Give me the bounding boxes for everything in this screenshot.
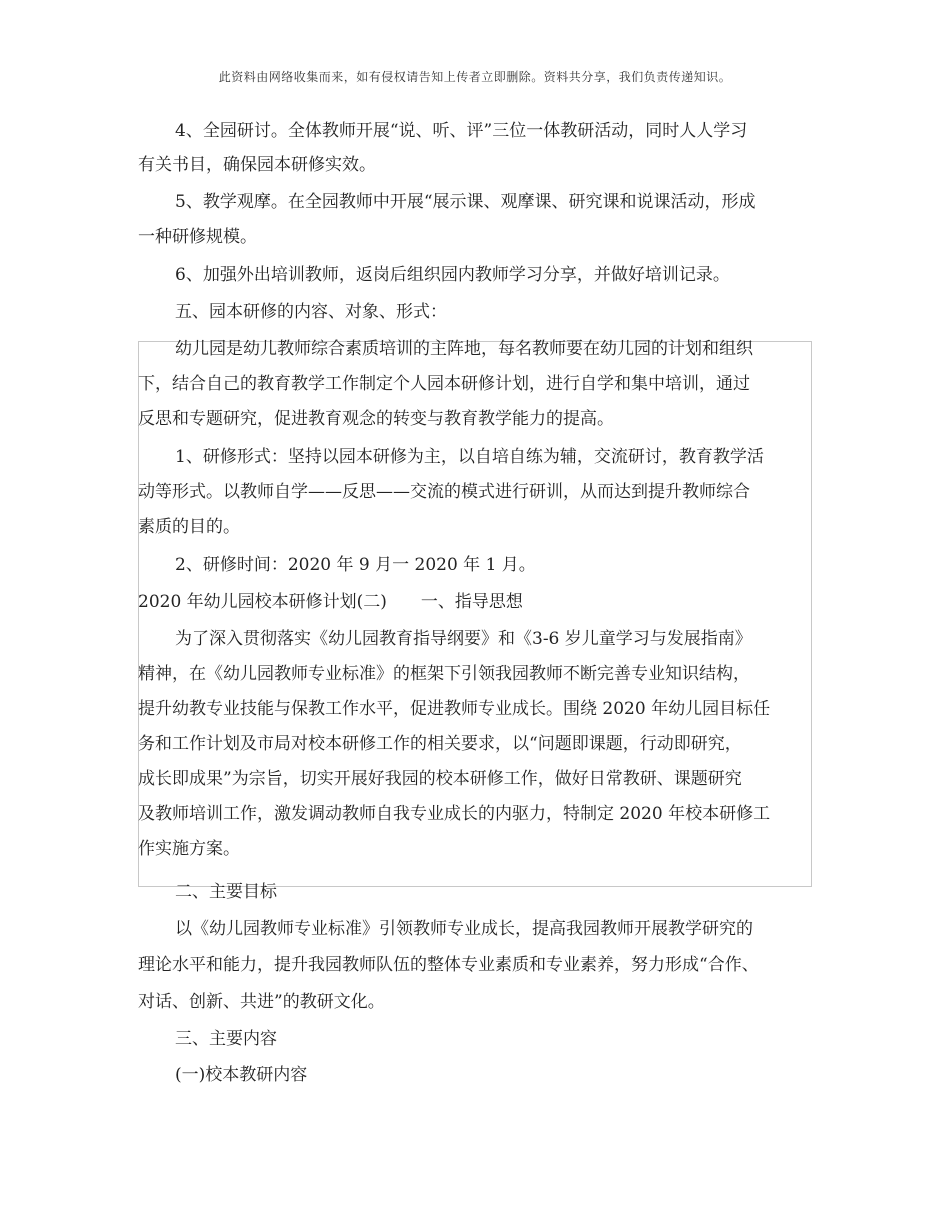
section-heading: 五、园本研修的内容、对象、形式：	[175, 302, 447, 322]
body-line: 以《幼儿园教师专业标准》引领教师专业成长，提高我园教师开展教学研究的	[175, 919, 753, 939]
body-line: 及教师培训工作，激发调动教师自我专业成长的内驱力，特制定 2020 年校本研修工	[138, 804, 771, 824]
body-line: 有关书目，确保园本研修实效。	[138, 155, 376, 175]
body-line: 6、加强外出培训教师，返岗后组织园内教师学习分享，并做好培训记录。	[175, 265, 730, 285]
body-line: 1、研修形式：坚持以园本研修为主，以自培自练为辅，交流研讨，教育教学活	[175, 447, 764, 467]
body-line: 2、研修时间：2020 年 9 月一 2020 年 1 月。	[175, 555, 536, 575]
body-line: 对话、创新、共进”的教研文化。	[138, 992, 385, 1012]
body-line: 4、全园研讨。全体教师开展“说、听、评”三位一体教研活动，同时人人学习	[175, 121, 748, 141]
document-header-notice: 此资料由网络收集而来，如有侵权请告知上传者立即删除。资料共分享，我们负责传递知识。	[218, 70, 732, 84]
body-line: 反思和专题研究，促进教育观念的转变与教育教学能力的提高。	[138, 409, 614, 429]
body-line: 动等形式。以教师自学——反思——交流的模式进行研训，从而达到提升教师综合	[138, 482, 750, 502]
body-line: 精神，在《幼儿园教师专业标准》的框架下引领我园教师不断完善专业知识结构，	[138, 664, 750, 684]
body-line: 提升幼教专业技能与保教工作水平，促进教师专业成长。围绕 2020 年幼儿园目标任	[138, 699, 771, 719]
body-line: 务和工作计划及市局对校本研修工作的相关要求，以“问题即课题，行动即研究，	[138, 734, 742, 754]
body-line: 理论水平和能力，提升我园教师队伍的整体专业素质和专业素养，努力形成“合作、	[138, 955, 759, 975]
body-line: 5、教学观摩。在全园教师中开展“展示课、观摩课、研究课和说课活动，形成	[175, 192, 756, 212]
document-title-line: 2020 年幼儿园校本研修计划(二) 一、指导思想	[138, 592, 523, 612]
subsection-heading: (一)校本教研内容	[175, 1065, 308, 1085]
body-line: 作实施方案。	[138, 839, 240, 859]
section-heading: 二、主要目标	[175, 882, 277, 902]
section-heading: 三、主要内容	[175, 1029, 277, 1049]
body-line: 为了深入贯彻落实《幼儿园教育指导纲要》和《3-6 岁儿童学习与发展指南》	[175, 629, 752, 649]
body-line: 素质的目的。	[138, 517, 240, 537]
body-line: 一种研修规模。	[138, 227, 257, 247]
body-line: 成长即成果”为宗旨，切实开展好我园的校本研修工作，做好日常教研、课题研究	[138, 769, 742, 789]
body-line: 幼儿园是幼儿教师综合素质培训的主阵地，每名教师要在幼儿园的计划和组织	[175, 339, 753, 359]
body-line: 下，结合自己的教育教学工作制定个人园本研修计划，进行自学和集中培训，通过	[138, 374, 750, 394]
